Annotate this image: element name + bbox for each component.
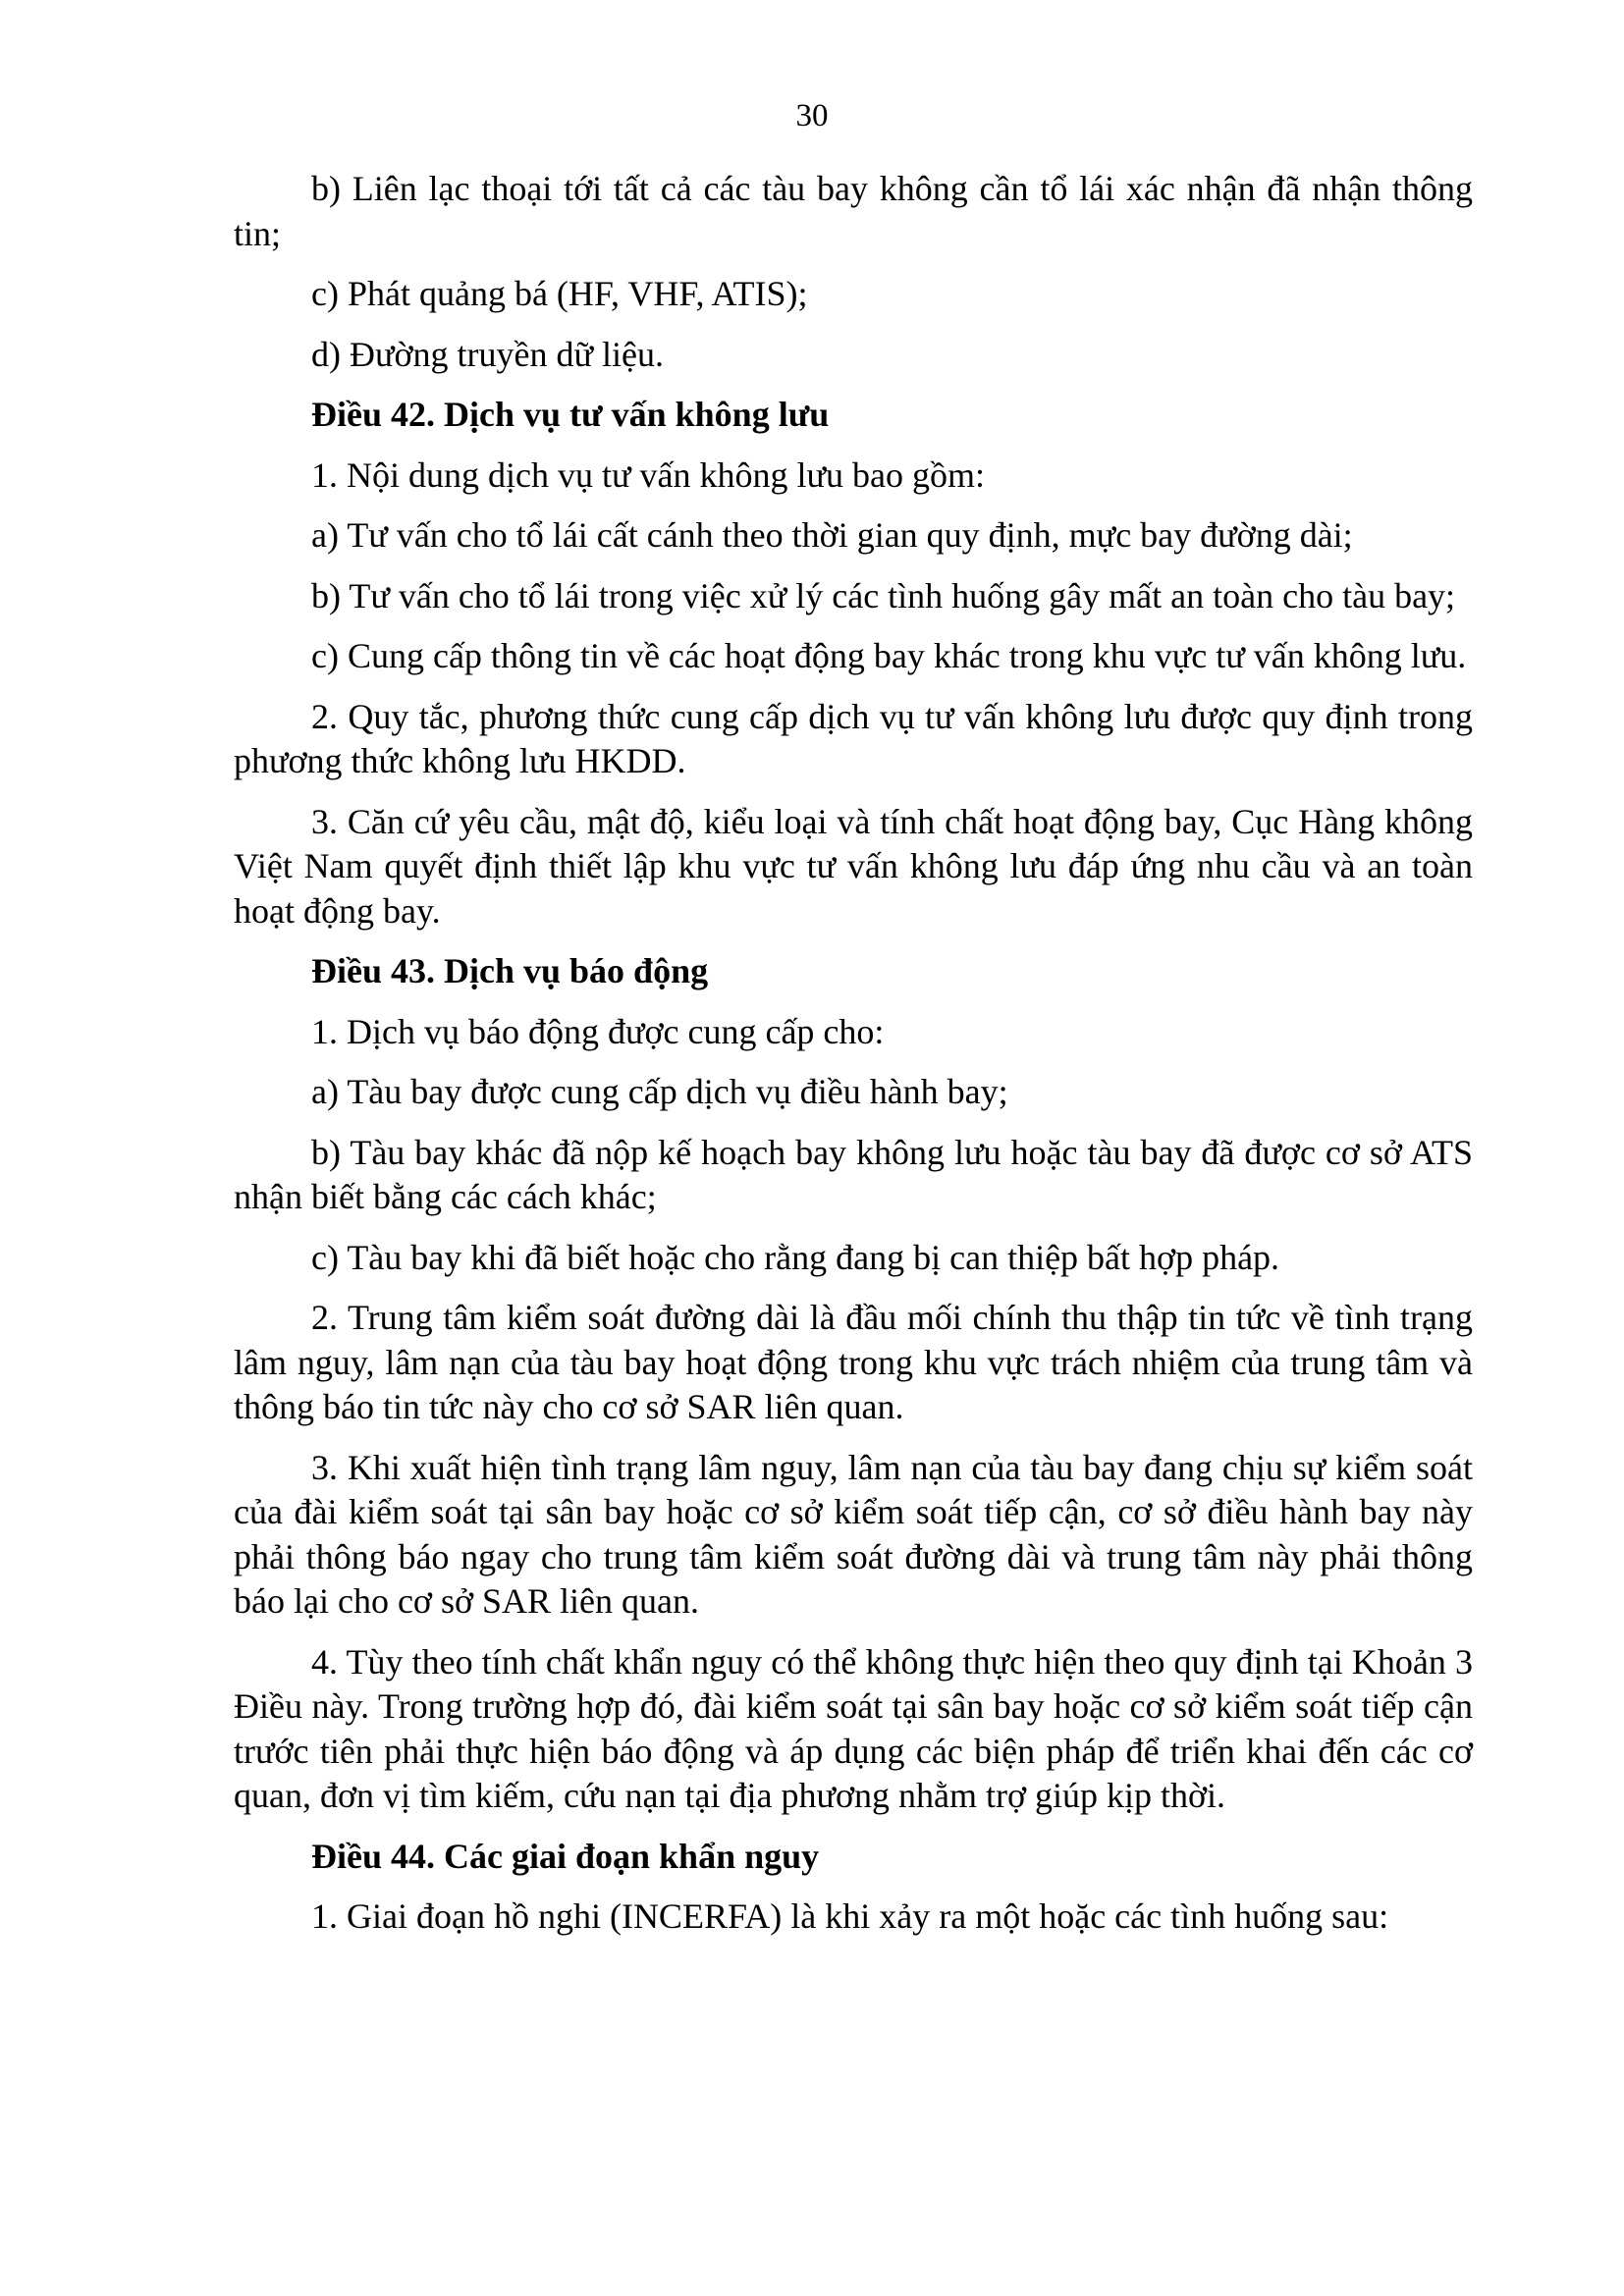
paragraph: c) Cung cấp thông tin về các hoạt động bay khác trong khu vực tư vấn không lưu. — [311, 636, 1467, 675]
paragraph: a) Tư vấn cho tổ lái cất cánh theo thời gian quy định, mực bay đường dài; — [311, 515, 1353, 555]
paragraph: 3. Khi xuất hiện tình trạng lâm nguy, lâm nạn của tàu bay đang chịu sự kiểm soát của đài kiểm soát tại sân bay hoặc cơ sở kiểm soát tiếp cận, cơ sở điều hành bay này phải thông báo ngay cho trung tâm kiểm soát đường dài và trung tâm này phải thông báo lại cho cơ sở SAR liên quan. — [234, 1447, 1473, 1621]
article-heading-42: Điều 42. Dịch vụ tư vấn không lưu — [311, 395, 830, 434]
paragraph: a) Tàu bay được cung cấp dịch vụ điều hành bay; — [311, 1072, 1008, 1111]
paragraph: 1. Giai đoạn hồ nghi (INCERFA) là khi xảy ra một hoặc các tình huống sau: — [311, 1896, 1389, 1936]
paragraph: 1. Dịch vụ báo động được cung cấp cho: — [311, 1011, 885, 1051]
paragraph: c) Phát quảng bá (HF, VHF, ATIS); — [311, 274, 808, 313]
document-body — [234, 167, 1473, 1955]
page-number: 30 — [795, 98, 829, 133]
paragraph: b) Liên lạc thoại tới tất cả các tàu bay không cần tổ lái xác nhận đã nhận thông tin; — [234, 169, 1473, 253]
paragraph: b) Tàu bay khác đã nộp kế hoạch bay không lưu hoặc tàu bay đã được cơ sở ATS nhận biết bằng các cách khác; — [234, 1132, 1473, 1216]
paragraph: 2. Trung tâm kiểm soát đường dài là đầu mối chính thu thập tin tức về tình trạng lâm nguy, lâm nạn của tàu bay hoạt động trong khu vực trách nhiệm của trung tâm và thông báo tin tức này cho cơ sở SAR liên quan. — [234, 1298, 1473, 1426]
paragraph: 2. Quy tắc, phương thức cung cấp dịch vụ tư vấn không lưu được quy định trong phương thức không lưu HKDD. — [234, 696, 1473, 780]
paragraph: d) Đường truyền dữ liệu. — [311, 334, 664, 374]
article-heading-44: Điều 44. Các giai đoạn khẩn nguy — [311, 1836, 820, 1876]
paragraph: 3. Căn cứ yêu cầu, mật độ, kiểu loại và tính chất hoạt động bay, Cục Hàng không Việt Nam quyết định thiết lập khu vực tư vấn không lưu đáp ứng nhu cầu và an toàn hoạt động bay. — [234, 801, 1473, 931]
paragraph: c) Tàu bay khi đã biết hoặc cho rằng đang bị can thiệp bất hợp pháp. — [311, 1237, 1280, 1277]
paragraph: 1. Nội dung dịch vụ tư vấn không lưu bao gồm: — [311, 454, 985, 495]
paragraph: 4. Tùy theo tính chất khẩn nguy có thể không thực hiện theo quy định tại Khoản 3 Điều này. Trong trường hợp đó, đài kiểm soát tại sân bay hoặc cơ sở kiểm soát tiếp cận trước tiên phải thực hiện báo động và áp dụng các biện pháp để triển khai đến các cơ quan, đơn vị tìm kiếm, cứu nạn tại địa phương nhằm trợ giúp kịp thời. — [234, 1641, 1473, 1815]
paragraph: b) Tư vấn cho tổ lái trong việc xử lý các tình huống gây mất an toàn cho tàu bay; — [311, 575, 1456, 615]
article-heading-43: Điều 43. Dịch vụ báo động — [311, 951, 709, 990]
